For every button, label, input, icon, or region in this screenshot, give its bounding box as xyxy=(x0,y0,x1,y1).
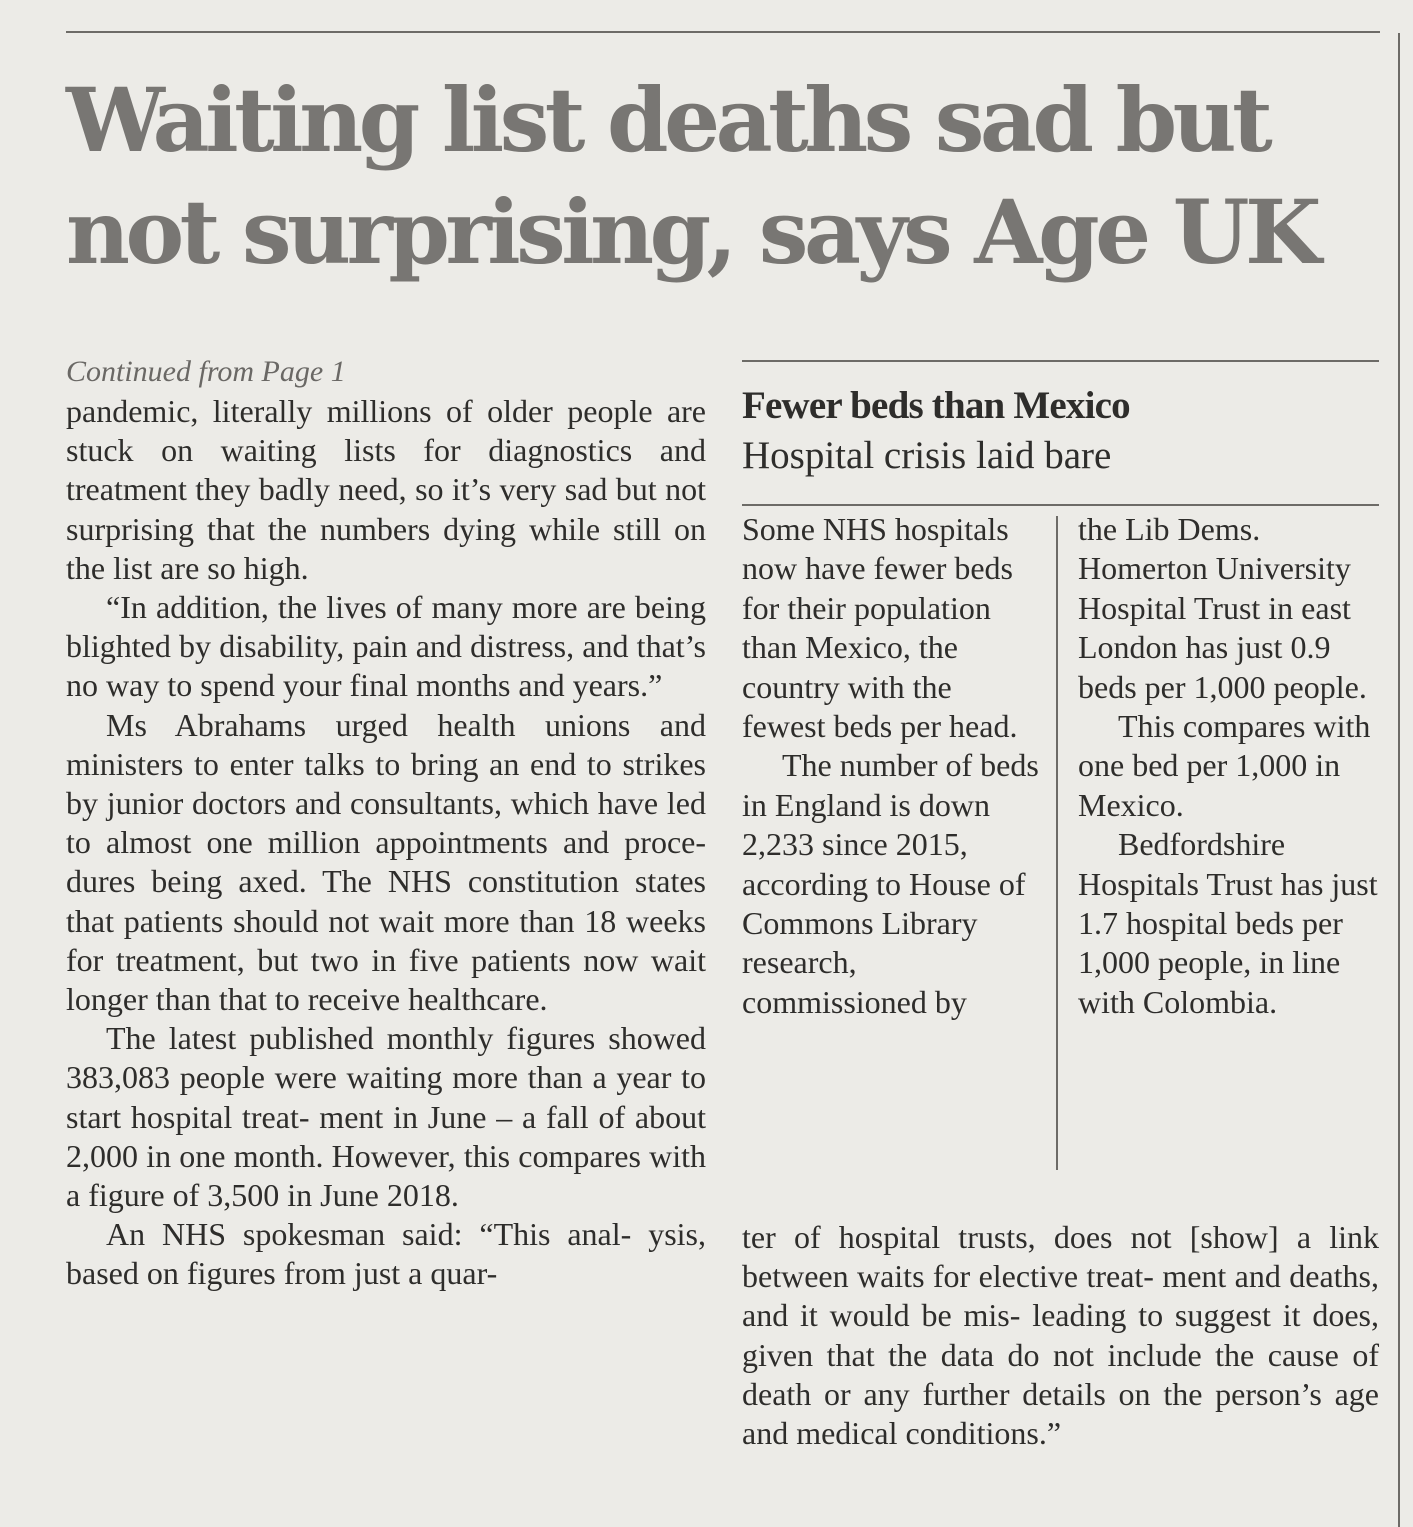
box-col1-paragraph-2: The number of beds in England is down 2,233 since 2015, according to House of Commons Library research, commissioned by xyxy=(742,747,1039,1020)
box-bottom-rule xyxy=(742,504,1379,506)
headline-line-2: not surprising, says Age UK xyxy=(66,180,1317,284)
box-col2-paragraph-1: the Lib Dems. Homerton University Hospital Trust in east London has just 0.9 beds per 1,000 people. xyxy=(1078,511,1367,705)
box-col1-paragraph-1: Some NHS hospitals now have fewer beds for their population than Mexico, the country with the fewest beds per head. xyxy=(742,511,1018,745)
left-paragraph-4: The latest published monthly figures showed 383,083 people were waiting more than a year to start hospital treat- ment in June – a fall of about 2,000 in one month. However, this compares with a figure of 3,500 in June 2018. xyxy=(66,1020,706,1214)
headline-line-1: Waiting list deaths sad but xyxy=(66,68,1269,172)
top-rule xyxy=(66,31,1380,33)
continued-from-label: Continued from Page 1 xyxy=(66,355,346,388)
box-col2-paragraph-3: Bedfordshire Hospitals Trust has just 1.7 hospital beds per 1,000 people, in line with Colombia. xyxy=(1078,826,1378,1020)
box-subtitle: Hospital crisis laid bare xyxy=(742,434,1112,477)
column-rule-right xyxy=(1398,33,1400,1527)
box-column-divider xyxy=(1056,516,1058,1170)
left-paragraph-2: “In addition, the lives of many more are being blighted by disability, pain and distress, and that’s no way to spend your final months and years.” xyxy=(66,589,706,704)
box-title: Fewer beds than Mexico xyxy=(742,384,1130,427)
box-col2-paragraph-2: This compares with one bed per 1,000 in Mexico. xyxy=(1078,708,1371,823)
box-column-1 xyxy=(742,510,1042,1022)
right-bottom-paragraph: ter of hospital trusts, does not [show] a link between waits for elective treat- ment and deaths, and it would be mis- leading to suggest it does, given that the data do not include the cause of death or any further details on the person’s age and medical conditions.” xyxy=(742,1219,1379,1452)
box-top-rule xyxy=(742,360,1379,362)
box-column-2 xyxy=(1078,510,1378,1022)
left-paragraph-5: An NHS spokesman said: “This anal- ysis, based on figures from just a quar- xyxy=(66,1216,706,1292)
left-paragraph-3: Ms Abrahams urged health unions and ministers to enter talks to bring an end to strikes by junior doctors and consultants, which have led to almost one million appointments and proce- dures being axed. The NHS constitution states that patients should not wait more than 18 weeks for treatment, but two in five patients now wait longer than that to receive healthcare. xyxy=(66,706,706,1018)
left-paragraph-1: pandemic, literally millions of older people are stuck on waiting lists for diagnostics and treatment they badly need, so it’s very sad but not surprising that the numbers dying while still on the list are so high. xyxy=(66,393,706,586)
left-column xyxy=(66,392,706,1294)
right-bottom-column xyxy=(742,1218,1379,1453)
headline xyxy=(66,64,1366,288)
